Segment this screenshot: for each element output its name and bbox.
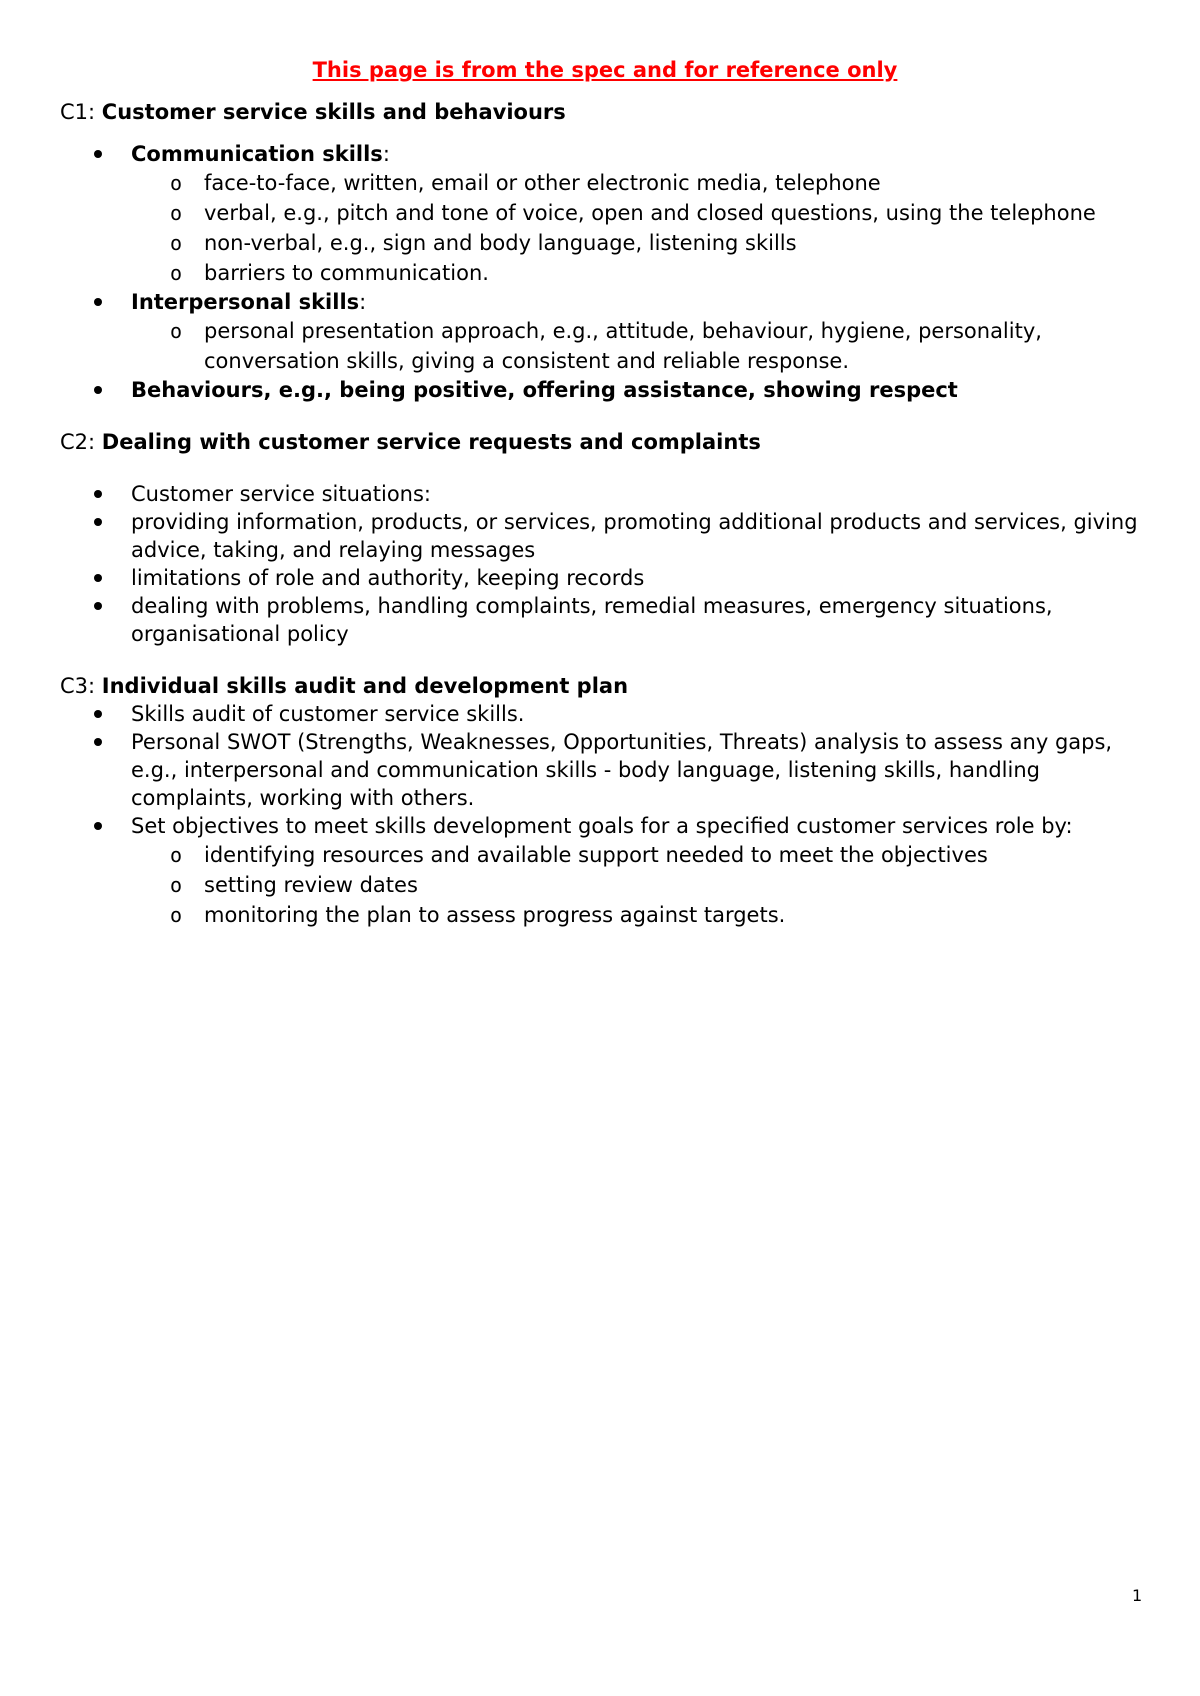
interpersonal-skills-label: Interpersonal skills — [131, 290, 360, 314]
list-item: Skills audit of customer service skills. — [60, 700, 1150, 728]
section-c3-heading: C3: Individual skills audit and development plan — [60, 674, 629, 698]
list-item — [60, 812, 1150, 930]
objectives-sublist — [131, 840, 1150, 930]
section-c1-list — [60, 140, 1150, 404]
page-number: 1 — [1132, 1586, 1143, 1605]
section-c2-list — [60, 480, 1150, 648]
section-c1-code: C1 — [60, 100, 89, 124]
list-item: Interpersonal skills: o personal presentation approach, e.g., attitude, behaviour, hygiene, personality, conversation skills, giving a consistent and reliable response. — [60, 288, 1150, 376]
list-item: o face-to-face, written, email or other electronic media, telephone — [60, 168, 1150, 198]
list-item: Communication skills: o face-to-face, written, email or other electronic media, telephone o verbal, e.g., pitch and tone of voice, open and closed questions, using the telephone o non-verbal, e.g., sign and body language, listening skills o barriers to communication. — [60, 140, 1150, 288]
list-item: dealing with problems, handling complaints, remedial measures, emergency situations, organisational policy — [60, 592, 1150, 648]
interpersonal-sublist — [131, 316, 1150, 376]
list-item: Behaviours, e.g., being positive, offering assistance, showing respect — [60, 376, 1150, 404]
section-c2-code: C2 — [60, 430, 89, 454]
list-item: o personal presentation approach, e.g., attitude, behaviour, hygiene, personality, conversation skills, giving a consistent and reliable response. — [60, 316, 1150, 376]
objectives-text: Set objectives to meet skills development goals for a specified customer services role by: — [131, 814, 1073, 838]
document-body — [60, 56, 1150, 930]
list-item: providing information, products, or services, promoting additional products and services, giving advice, taking, and relaying messages — [60, 508, 1150, 564]
list-item: o setting review dates — [60, 870, 1150, 900]
list-item: o barriers to communication. — [60, 258, 1150, 288]
list-item: limitations of role and authority, keeping records — [60, 564, 1150, 592]
list-item: Personal SWOT (Strengths, Weaknesses, Opportunities, Threats) analysis to assess any gaps, e.g., interpersonal and communication skills - body language, listening skills, handling complaints, working with others. — [60, 728, 1150, 812]
list-item: o monitoring the plan to assess progress against targets. — [60, 900, 1150, 930]
communication-sublist — [131, 168, 1150, 288]
communication-skills-label: Communication skills — [131, 142, 383, 166]
section-c1-heading: C1: Customer service skills and behaviours — [60, 100, 566, 124]
section-c3-list — [60, 700, 1150, 930]
section-c3-code: C3 — [60, 674, 89, 698]
list-item: o verbal, e.g., pitch and tone of voice, open and closed questions, using the telephone — [60, 198, 1150, 228]
reference-notice: This page is from the spec and for reference only — [312, 58, 898, 82]
list-item: o identifying resources and available support needed to meet the objectives — [60, 840, 1150, 870]
section-c2-title: Dealing with customer service requests and complaints — [101, 430, 761, 454]
section-c2-heading: C2: Dealing with customer service requests and complaints — [60, 430, 761, 454]
section-c3-title: Individual skills audit and development plan — [101, 674, 629, 698]
section-c1-title: Customer service skills and behaviours — [101, 100, 566, 124]
list-item: Customer service situations: — [60, 480, 1150, 508]
list-item: o non-verbal, e.g., sign and body language, listening skills — [60, 228, 1150, 258]
